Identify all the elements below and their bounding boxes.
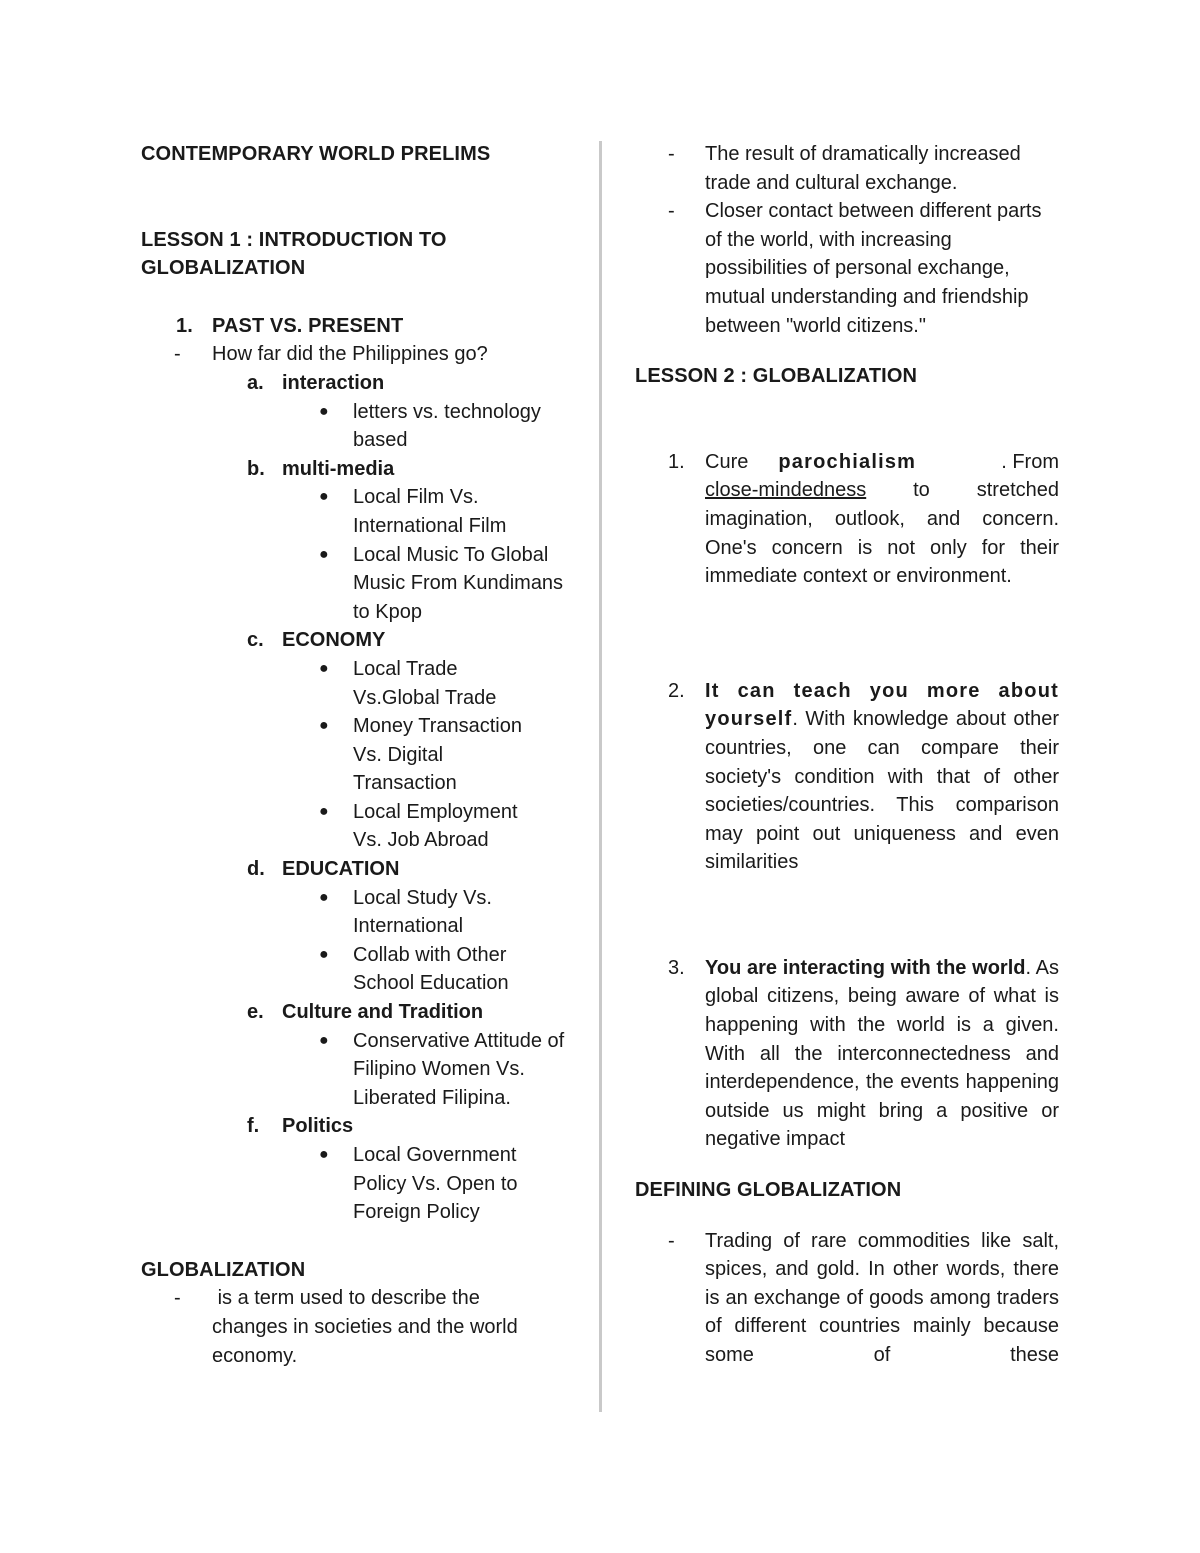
lead-text: Cure — [705, 450, 749, 473]
globalization-title: GLOBALIZATION — [141, 1258, 306, 1281]
topic-letter: a. — [247, 371, 264, 394]
dash-marker: - — [668, 200, 675, 223]
rest-text: to stretched imagination, outlook, and concern. One's concern is not only for their immediate context or environment. — [705, 479, 1059, 588]
bullet-text: Local Government Policy Vs. Open to Foreign Policy — [353, 1144, 518, 1224]
globalization-definition — [141, 1284, 581, 1370]
topic-title: ECONOMY — [282, 629, 386, 652]
column-divider — [599, 141, 602, 1412]
point-body — [705, 448, 1059, 591]
topic-title: Politics — [282, 1115, 354, 1138]
definition-text: is a term used to describe the changes in societies and the world economy. — [212, 1287, 524, 1367]
bullet-text: letters vs. technology based — [353, 400, 541, 452]
bullet-item — [141, 483, 581, 540]
bullet-icon: ● — [319, 888, 329, 906]
rest-text: . With knowledge about other countries, one can compare their society's condition with that of other societies/countries. This comparison may point out uniqueness and even similarities — [705, 708, 1059, 874]
point-first-line — [705, 448, 1059, 477]
topic-letter: d. — [247, 858, 265, 881]
point-rest — [705, 476, 1059, 590]
right-column — [635, 140, 1059, 1370]
document-title: CONTEMPORARY WORLD PRELIMS — [141, 143, 491, 165]
defining-globalization-title: DEFINING GLOBALIZATION — [635, 1179, 902, 1202]
bullet-item — [141, 712, 581, 798]
lesson1-title: LESSON 1 : INTRODUCTION TO GLOBALIZATION — [141, 228, 447, 280]
bullet-text: Money Transaction Vs. Digital Transaction — [353, 715, 522, 795]
bullet-icon: ● — [319, 1146, 329, 1163]
left-column — [141, 140, 581, 1370]
topic-letter: f. — [247, 1115, 260, 1138]
item-text: Trading of rare commodities like salt, spices, and gold. In other words, there is an exchange of goods among traders of different countries mainly because some of these — [705, 1229, 1059, 1366]
bullet-item — [141, 655, 581, 712]
bullet-text: Collab with Other School Education — [353, 943, 509, 995]
topic-title: multi-media — [282, 457, 395, 480]
topic-economy — [141, 626, 581, 655]
topic-multi-media — [141, 455, 581, 484]
topic-letter: e. — [247, 1001, 264, 1024]
bold-term: You are interacting with the world — [705, 956, 1026, 979]
point-number: 2. — [668, 679, 685, 702]
bullet-text: Local Employment Vs. Job Abroad — [353, 800, 518, 852]
topic-title: interaction — [282, 371, 385, 394]
point-number: 1. — [668, 450, 685, 473]
topic-title: EDUCATION — [282, 858, 400, 881]
list-item — [635, 1227, 1059, 1370]
bullet-item — [141, 541, 581, 627]
bullet-text: Local Film Vs. International Film — [353, 486, 507, 537]
rest-text: . As global citizens, being aware of what is happening with the world is a given. With all the interconnectedness and interdependence, the events happening outside us might bring a positive or negative impact — [705, 956, 1059, 1151]
topic-interaction — [141, 369, 581, 398]
point-body — [705, 954, 1059, 1154]
bullet-item — [141, 941, 581, 998]
bullet-icon: ● — [319, 802, 329, 820]
bullet-icon: ● — [319, 545, 329, 563]
dash-marker: - — [174, 1287, 181, 1310]
point-body — [705, 677, 1059, 877]
bullet-text: Local Study Vs. International — [353, 886, 492, 938]
bullet-icon: ● — [319, 488, 329, 506]
bullet-icon: ● — [319, 659, 329, 677]
dash-marker: - — [668, 143, 675, 165]
bullet-text: Conservative Attitude of Filipino Women Vs. Liberated Filipina. — [353, 1029, 565, 1109]
item-text: Closer contact between different parts of the world, with increasing possibilities of personal exchange, mutual understanding and friendship between "world citizens." — [705, 200, 1042, 337]
point-teach-yourself — [635, 677, 1059, 877]
topic-letter: c. — [247, 629, 264, 652]
dash-marker: - — [668, 1229, 675, 1252]
bullet-item — [141, 884, 581, 941]
bullet-item — [141, 398, 581, 455]
question-text: How far did the Philippines go? — [212, 343, 488, 366]
bold-term: parochialism — [778, 450, 917, 473]
bullet-item — [141, 1141, 581, 1227]
underlined-term: close-mindedness — [705, 479, 867, 502]
bullet-icon: ● — [319, 1031, 329, 1049]
lesson2-title: LESSON 2 : GLOBALIZATION — [635, 365, 918, 388]
point-number: 3. — [668, 956, 685, 979]
item-text: The result of dramatically increased trade and cultural exchange. — [705, 143, 1021, 194]
list-item — [635, 140, 1059, 197]
section-question — [141, 340, 581, 369]
bold-term: It can teach you more about yourself — [705, 679, 1059, 731]
topic-title: Culture and Tradition — [282, 1001, 484, 1024]
after-term-text: . From — [1001, 450, 1059, 473]
topic-culture-and-tradition — [141, 998, 581, 1027]
bullet-item — [141, 798, 581, 855]
section-title: PAST VS. PRESENT — [212, 314, 404, 337]
bullet-icon: ● — [319, 717, 329, 735]
dash-marker: - — [174, 343, 181, 366]
topic-education — [141, 855, 581, 884]
section-past-vs-present — [141, 312, 581, 341]
list-item — [635, 197, 1059, 340]
bullet-text: Local Trade Vs.Global Trade — [353, 657, 497, 709]
bullet-item — [141, 1027, 581, 1113]
point-cure-parochialism — [635, 448, 1059, 591]
section-number: 1. — [176, 314, 193, 337]
bullet-text: Local Music To Global Music From Kundimans to Kpop — [353, 543, 564, 623]
point-interacting-world — [635, 954, 1059, 1154]
topic-politics — [141, 1112, 581, 1141]
bullet-icon: ● — [319, 945, 329, 963]
bullet-icon: ● — [319, 402, 329, 420]
topic-letter: b. — [247, 457, 265, 480]
